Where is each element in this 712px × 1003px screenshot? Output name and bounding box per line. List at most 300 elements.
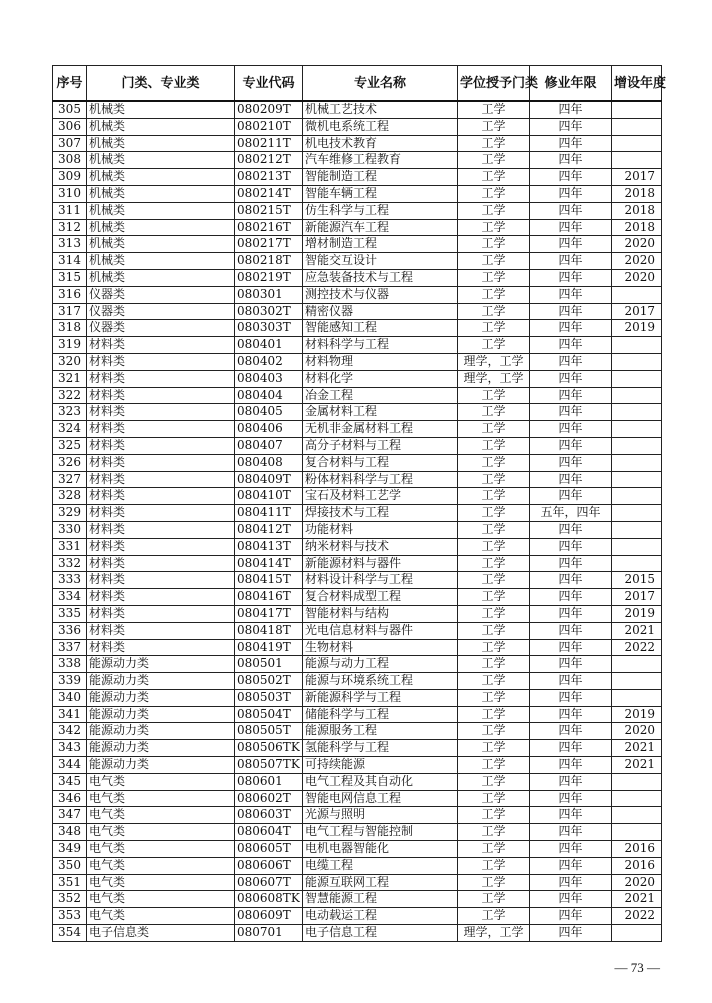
cell-name: 宝石及材料工艺学 bbox=[303, 488, 458, 505]
cell-seq: 328 bbox=[53, 488, 87, 505]
cell-duration: 四年 bbox=[530, 370, 612, 387]
cell-seq: 337 bbox=[53, 639, 87, 656]
cell-degree: 工学 bbox=[458, 219, 530, 236]
cell-duration: 四年 bbox=[530, 757, 612, 774]
cell-code: 080408 bbox=[235, 454, 303, 471]
cell-degree: 工学 bbox=[458, 454, 530, 471]
cell-duration: 四年 bbox=[530, 841, 612, 858]
table-row bbox=[53, 807, 662, 824]
cell-category: 能源动力类 bbox=[87, 757, 235, 774]
cell-category: 材料类 bbox=[87, 605, 235, 622]
cell-category: 机械类 bbox=[87, 152, 235, 169]
cell-code: 080504T bbox=[235, 706, 303, 723]
cell-seq: 309 bbox=[53, 169, 87, 186]
cell-category: 能源动力类 bbox=[87, 656, 235, 673]
cell-seq: 313 bbox=[53, 236, 87, 253]
cell-code: 080507TK bbox=[235, 757, 303, 774]
table-row bbox=[53, 202, 662, 219]
cell-code: 080211T bbox=[235, 135, 303, 152]
cell-category: 仪器类 bbox=[87, 286, 235, 303]
cell-duration: 四年 bbox=[530, 622, 612, 639]
cell-year bbox=[612, 454, 662, 471]
cell-year: 2017 bbox=[612, 303, 662, 320]
cell-duration: 四年 bbox=[530, 488, 612, 505]
cell-degree: 工学 bbox=[458, 320, 530, 337]
cell-duration: 四年 bbox=[530, 656, 612, 673]
table-row bbox=[53, 185, 662, 202]
cell-duration: 四年 bbox=[530, 824, 612, 841]
cell-seq: 310 bbox=[53, 185, 87, 202]
cell-code: 080213T bbox=[235, 169, 303, 186]
cell-year bbox=[612, 118, 662, 135]
cell-year bbox=[612, 656, 662, 673]
cell-name: 功能材料 bbox=[303, 521, 458, 538]
cell-category: 材料类 bbox=[87, 437, 235, 454]
cell-duration: 四年 bbox=[530, 236, 612, 253]
cell-duration: 四年 bbox=[530, 689, 612, 706]
cell-degree: 工学 bbox=[458, 421, 530, 438]
cell-duration: 四年 bbox=[530, 538, 612, 555]
cell-year: 2019 bbox=[612, 706, 662, 723]
cell-degree: 工学 bbox=[458, 689, 530, 706]
cell-seq: 317 bbox=[53, 303, 87, 320]
cell-degree: 工学 bbox=[458, 505, 530, 522]
cell-name: 智能材料与结构 bbox=[303, 605, 458, 622]
table-row bbox=[53, 353, 662, 370]
table-row bbox=[53, 404, 662, 421]
cell-year bbox=[612, 101, 662, 118]
cell-name: 冶金工程 bbox=[303, 387, 458, 404]
cell-name: 新能源材料与器件 bbox=[303, 555, 458, 572]
cell-duration: 四年 bbox=[530, 925, 612, 942]
table-row bbox=[53, 757, 662, 774]
cell-name: 材料物理 bbox=[303, 353, 458, 370]
table-row bbox=[53, 286, 662, 303]
table-row bbox=[53, 740, 662, 757]
header-code: 专业代码 bbox=[235, 66, 303, 102]
cell-seq: 353 bbox=[53, 908, 87, 925]
cell-name: 新能源科学与工程 bbox=[303, 689, 458, 706]
cell-code: 080606T bbox=[235, 857, 303, 874]
cell-seq: 354 bbox=[53, 925, 87, 942]
table-row bbox=[53, 673, 662, 690]
table-row bbox=[53, 773, 662, 790]
cell-degree: 工学 bbox=[458, 236, 530, 253]
cell-code: 080416T bbox=[235, 589, 303, 606]
cell-year bbox=[612, 471, 662, 488]
table-row bbox=[53, 219, 662, 236]
cell-degree: 工学 bbox=[458, 723, 530, 740]
cell-code: 080215T bbox=[235, 202, 303, 219]
table-row bbox=[53, 622, 662, 639]
cell-seq: 343 bbox=[53, 740, 87, 757]
cell-name: 焊接技术与工程 bbox=[303, 505, 458, 522]
cell-category: 能源动力类 bbox=[87, 706, 235, 723]
cell-degree: 工学 bbox=[458, 857, 530, 874]
cell-degree: 工学 bbox=[458, 656, 530, 673]
cell-year bbox=[612, 135, 662, 152]
cell-code: 080419T bbox=[235, 639, 303, 656]
cell-duration: 四年 bbox=[530, 471, 612, 488]
cell-seq: 323 bbox=[53, 404, 87, 421]
page-number: — 73 — bbox=[614, 960, 660, 975]
table-row bbox=[53, 421, 662, 438]
cell-name: 高分子材料与工程 bbox=[303, 437, 458, 454]
cell-duration: 四年 bbox=[530, 589, 612, 606]
cell-duration: 四年 bbox=[530, 454, 612, 471]
cell-code: 080303T bbox=[235, 320, 303, 337]
cell-year: 2021 bbox=[612, 891, 662, 908]
cell-code: 080409T bbox=[235, 471, 303, 488]
cell-name: 能源与环境系统工程 bbox=[303, 673, 458, 690]
cell-code: 080414T bbox=[235, 555, 303, 572]
cell-duration: 四年 bbox=[530, 185, 612, 202]
cell-category: 电气类 bbox=[87, 908, 235, 925]
cell-degree: 工学 bbox=[458, 521, 530, 538]
cell-category: 材料类 bbox=[87, 555, 235, 572]
table-row bbox=[53, 118, 662, 135]
cell-code: 080505T bbox=[235, 723, 303, 740]
cell-degree: 工学 bbox=[458, 773, 530, 790]
cell-year bbox=[612, 370, 662, 387]
cell-seq: 351 bbox=[53, 874, 87, 891]
cell-category: 机械类 bbox=[87, 169, 235, 186]
cell-duration: 四年 bbox=[530, 404, 612, 421]
table-row bbox=[53, 656, 662, 673]
cell-code: 080609T bbox=[235, 908, 303, 925]
cell-code: 080410T bbox=[235, 488, 303, 505]
cell-year bbox=[612, 521, 662, 538]
cell-name: 光源与照明 bbox=[303, 807, 458, 824]
cell-degree: 工学 bbox=[458, 639, 530, 656]
cell-name: 智能交互设计 bbox=[303, 253, 458, 270]
table-row bbox=[53, 337, 662, 354]
cell-category: 机械类 bbox=[87, 219, 235, 236]
cell-year: 2018 bbox=[612, 202, 662, 219]
cell-code: 080603T bbox=[235, 807, 303, 824]
cell-code: 080412T bbox=[235, 521, 303, 538]
cell-code: 080218T bbox=[235, 253, 303, 270]
cell-category: 材料类 bbox=[87, 353, 235, 370]
cell-code: 080403 bbox=[235, 370, 303, 387]
table-row bbox=[53, 488, 662, 505]
cell-category: 机械类 bbox=[87, 118, 235, 135]
cell-category: 电气类 bbox=[87, 807, 235, 824]
cell-degree: 工学 bbox=[458, 605, 530, 622]
cell-duration: 四年 bbox=[530, 152, 612, 169]
cell-code: 080302T bbox=[235, 303, 303, 320]
header-degree: 学位授予门类 bbox=[458, 66, 530, 102]
cell-seq: 331 bbox=[53, 538, 87, 555]
cell-duration: 四年 bbox=[530, 891, 612, 908]
table-row bbox=[53, 908, 662, 925]
cell-category: 能源动力类 bbox=[87, 689, 235, 706]
cell-degree: 工学 bbox=[458, 118, 530, 135]
cell-seq: 344 bbox=[53, 757, 87, 774]
cell-year bbox=[612, 824, 662, 841]
table-row bbox=[53, 891, 662, 908]
cell-year: 2015 bbox=[612, 572, 662, 589]
cell-year bbox=[612, 337, 662, 354]
cell-name: 储能科学与工程 bbox=[303, 706, 458, 723]
cell-category: 机械类 bbox=[87, 101, 235, 118]
cell-duration: 四年 bbox=[530, 286, 612, 303]
cell-category: 机械类 bbox=[87, 185, 235, 202]
cell-code: 080502T bbox=[235, 673, 303, 690]
cell-seq: 326 bbox=[53, 454, 87, 471]
cell-category: 材料类 bbox=[87, 488, 235, 505]
cell-year bbox=[612, 421, 662, 438]
table-row bbox=[53, 505, 662, 522]
cell-name: 智能感知工程 bbox=[303, 320, 458, 337]
cell-degree: 工学 bbox=[458, 169, 530, 186]
cell-duration: 四年 bbox=[530, 874, 612, 891]
cell-year: 2020 bbox=[612, 269, 662, 286]
cell-name: 电气工程及其自动化 bbox=[303, 773, 458, 790]
cell-seq: 325 bbox=[53, 437, 87, 454]
cell-duration: 四年 bbox=[530, 740, 612, 757]
cell-degree: 工学 bbox=[458, 101, 530, 118]
cell-name: 复合材料与工程 bbox=[303, 454, 458, 471]
cell-seq: 336 bbox=[53, 622, 87, 639]
cell-duration: 四年 bbox=[530, 169, 612, 186]
table-row bbox=[53, 303, 662, 320]
cell-code: 080219T bbox=[235, 269, 303, 286]
cell-seq: 349 bbox=[53, 841, 87, 858]
cell-code: 080209T bbox=[235, 101, 303, 118]
cell-year bbox=[612, 404, 662, 421]
cell-duration: 四年 bbox=[530, 421, 612, 438]
cell-name: 电机电器智能化 bbox=[303, 841, 458, 858]
cell-duration: 四年 bbox=[530, 118, 612, 135]
cell-seq: 307 bbox=[53, 135, 87, 152]
cell-category: 能源动力类 bbox=[87, 740, 235, 757]
cell-code: 080607T bbox=[235, 874, 303, 891]
cell-degree: 工学 bbox=[458, 908, 530, 925]
cell-degree: 工学 bbox=[458, 185, 530, 202]
cell-degree: 工学 bbox=[458, 740, 530, 757]
cell-name: 仿生科学与工程 bbox=[303, 202, 458, 219]
table-row bbox=[53, 269, 662, 286]
cell-category: 电气类 bbox=[87, 891, 235, 908]
header-name: 专业名称 bbox=[303, 66, 458, 102]
cell-duration: 四年 bbox=[530, 908, 612, 925]
table-body bbox=[53, 101, 662, 941]
cell-name: 机械工艺技术 bbox=[303, 101, 458, 118]
cell-name: 电子信息工程 bbox=[303, 925, 458, 942]
cell-degree: 工学 bbox=[458, 404, 530, 421]
cell-degree: 工学 bbox=[458, 202, 530, 219]
cell-degree: 理学，工学 bbox=[458, 370, 530, 387]
cell-name: 材料科学与工程 bbox=[303, 337, 458, 354]
cell-duration: 四年 bbox=[530, 387, 612, 404]
cell-year: 2021 bbox=[612, 757, 662, 774]
cell-seq: 330 bbox=[53, 521, 87, 538]
cell-year bbox=[612, 286, 662, 303]
cell-year bbox=[612, 437, 662, 454]
table-row bbox=[53, 169, 662, 186]
table-row bbox=[53, 925, 662, 942]
cell-degree: 工学 bbox=[458, 135, 530, 152]
cell-seq: 345 bbox=[53, 773, 87, 790]
cell-degree: 工学 bbox=[458, 555, 530, 572]
cell-name: 微机电系统工程 bbox=[303, 118, 458, 135]
cell-category: 材料类 bbox=[87, 639, 235, 656]
cell-seq: 339 bbox=[53, 673, 87, 690]
table-row bbox=[53, 236, 662, 253]
cell-degree: 工学 bbox=[458, 622, 530, 639]
cell-code: 080411T bbox=[235, 505, 303, 522]
cell-category: 材料类 bbox=[87, 589, 235, 606]
cell-category: 电气类 bbox=[87, 790, 235, 807]
cell-category: 材料类 bbox=[87, 538, 235, 555]
cell-name: 电缆工程 bbox=[303, 857, 458, 874]
cell-degree: 工学 bbox=[458, 471, 530, 488]
cell-duration: 四年 bbox=[530, 807, 612, 824]
table-row bbox=[53, 370, 662, 387]
cell-year: 2019 bbox=[612, 605, 662, 622]
cell-duration: 四年 bbox=[530, 320, 612, 337]
cell-name: 电动载运工程 bbox=[303, 908, 458, 925]
cell-duration: 四年 bbox=[530, 521, 612, 538]
cell-degree: 工学 bbox=[458, 706, 530, 723]
cell-duration: 四年 bbox=[530, 202, 612, 219]
cell-code: 080402 bbox=[235, 353, 303, 370]
cell-seq: 352 bbox=[53, 891, 87, 908]
cell-seq: 306 bbox=[53, 118, 87, 135]
table-row bbox=[53, 874, 662, 891]
cell-duration: 四年 bbox=[530, 706, 612, 723]
table-header-row bbox=[53, 66, 662, 102]
cell-duration: 四年 bbox=[530, 723, 612, 740]
cell-seq: 334 bbox=[53, 589, 87, 606]
cell-year bbox=[612, 673, 662, 690]
cell-degree: 工学 bbox=[458, 286, 530, 303]
cell-code: 080608TK bbox=[235, 891, 303, 908]
cell-duration: 四年 bbox=[530, 337, 612, 354]
cell-degree: 工学 bbox=[458, 572, 530, 589]
cell-name: 光电信息材料与器件 bbox=[303, 622, 458, 639]
cell-year bbox=[612, 773, 662, 790]
cell-code: 080214T bbox=[235, 185, 303, 202]
cell-year: 2019 bbox=[612, 320, 662, 337]
cell-duration: 四年 bbox=[530, 253, 612, 270]
cell-seq: 314 bbox=[53, 253, 87, 270]
cell-duration: 四年 bbox=[530, 303, 612, 320]
cell-category: 能源动力类 bbox=[87, 673, 235, 690]
cell-name: 电气工程与智能控制 bbox=[303, 824, 458, 841]
cell-seq: 341 bbox=[53, 706, 87, 723]
cell-category: 材料类 bbox=[87, 404, 235, 421]
cell-category: 电气类 bbox=[87, 773, 235, 790]
table-row bbox=[53, 572, 662, 589]
cell-name: 应急装备技术与工程 bbox=[303, 269, 458, 286]
cell-year: 2017 bbox=[612, 589, 662, 606]
cell-degree: 工学 bbox=[458, 673, 530, 690]
cell-degree: 工学 bbox=[458, 841, 530, 858]
header-category: 门类、专业类 bbox=[87, 66, 235, 102]
table-row bbox=[53, 152, 662, 169]
cell-category: 机械类 bbox=[87, 236, 235, 253]
cell-category: 材料类 bbox=[87, 337, 235, 354]
cell-name: 纳米材料与技术 bbox=[303, 538, 458, 555]
cell-name: 可持续能源 bbox=[303, 757, 458, 774]
table-row bbox=[53, 706, 662, 723]
cell-year: 2016 bbox=[612, 857, 662, 874]
cell-degree: 工学 bbox=[458, 269, 530, 286]
cell-code: 080605T bbox=[235, 841, 303, 858]
cell-name: 测控技术与仪器 bbox=[303, 286, 458, 303]
cell-duration: 四年 bbox=[530, 857, 612, 874]
cell-category: 电气类 bbox=[87, 857, 235, 874]
cell-code: 080301 bbox=[235, 286, 303, 303]
cell-degree: 工学 bbox=[458, 891, 530, 908]
cell-code: 080418T bbox=[235, 622, 303, 639]
cell-category: 机械类 bbox=[87, 253, 235, 270]
cell-code: 080404 bbox=[235, 387, 303, 404]
cell-degree: 工学 bbox=[458, 437, 530, 454]
cell-code: 080601 bbox=[235, 773, 303, 790]
cell-degree: 工学 bbox=[458, 874, 530, 891]
cell-category: 材料类 bbox=[87, 421, 235, 438]
cell-name: 粉体材料科学与工程 bbox=[303, 471, 458, 488]
cell-degree: 工学 bbox=[458, 790, 530, 807]
table-row bbox=[53, 437, 662, 454]
cell-category: 材料类 bbox=[87, 505, 235, 522]
cell-duration: 四年 bbox=[530, 773, 612, 790]
table-row bbox=[53, 521, 662, 538]
cell-name: 智能电网信息工程 bbox=[303, 790, 458, 807]
cell-seq: 342 bbox=[53, 723, 87, 740]
table-row bbox=[53, 555, 662, 572]
table-row bbox=[53, 723, 662, 740]
cell-name: 精密仪器 bbox=[303, 303, 458, 320]
cell-name: 无机非金属材料工程 bbox=[303, 421, 458, 438]
cell-year bbox=[612, 488, 662, 505]
cell-name: 能源服务工程 bbox=[303, 723, 458, 740]
cell-degree: 工学 bbox=[458, 589, 530, 606]
cell-duration: 四年 bbox=[530, 673, 612, 690]
cell-year: 2020 bbox=[612, 723, 662, 740]
cell-seq: 324 bbox=[53, 421, 87, 438]
cell-seq: 347 bbox=[53, 807, 87, 824]
cell-year: 2016 bbox=[612, 841, 662, 858]
cell-seq: 340 bbox=[53, 689, 87, 706]
table-row bbox=[53, 790, 662, 807]
cell-name: 智慧能源工程 bbox=[303, 891, 458, 908]
cell-code: 080401 bbox=[235, 337, 303, 354]
table-row bbox=[53, 841, 662, 858]
cell-category: 能源动力类 bbox=[87, 723, 235, 740]
cell-year bbox=[612, 387, 662, 404]
cell-duration: 四年 bbox=[530, 219, 612, 236]
cell-year: 2022 bbox=[612, 908, 662, 925]
cell-category: 材料类 bbox=[87, 572, 235, 589]
cell-year bbox=[612, 505, 662, 522]
cell-category: 材料类 bbox=[87, 471, 235, 488]
cell-seq: 329 bbox=[53, 505, 87, 522]
cell-degree: 工学 bbox=[458, 152, 530, 169]
cell-degree: 工学 bbox=[458, 824, 530, 841]
cell-category: 电子信息类 bbox=[87, 925, 235, 942]
cell-name: 能源与动力工程 bbox=[303, 656, 458, 673]
cell-duration: 四年 bbox=[530, 353, 612, 370]
cell-category: 材料类 bbox=[87, 387, 235, 404]
cell-code: 080604T bbox=[235, 824, 303, 841]
cell-seq: 338 bbox=[53, 656, 87, 673]
cell-year: 2021 bbox=[612, 740, 662, 757]
cell-duration: 四年 bbox=[530, 437, 612, 454]
